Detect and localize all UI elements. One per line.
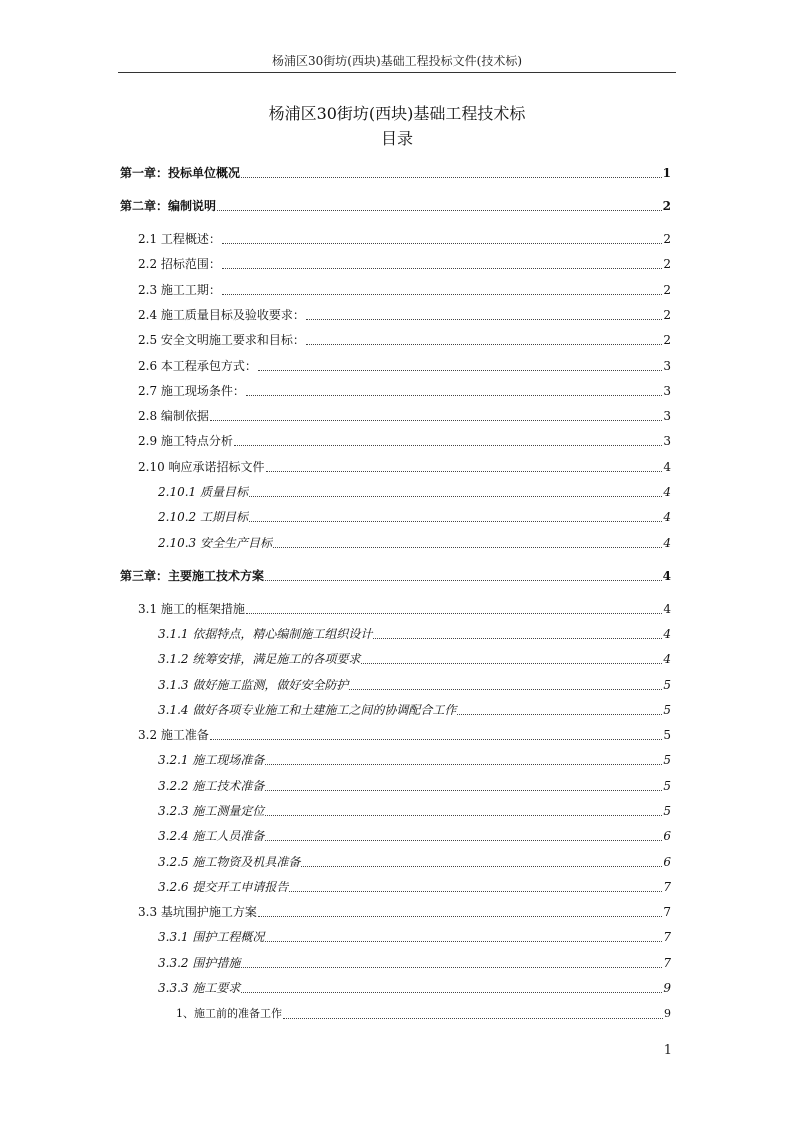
toc-entry-label: 3.3.3 施工要求 bbox=[158, 981, 241, 995]
toc-entry[interactable] bbox=[158, 677, 671, 693]
dot-leader bbox=[222, 293, 662, 295]
toc-entry-label: 3.1 施工的框架措施 bbox=[138, 602, 245, 616]
toc-heading: 目录 bbox=[380, 129, 413, 148]
toc-entry-page: 3 bbox=[663, 409, 671, 423]
toc-entry[interactable] bbox=[158, 752, 671, 768]
toc-entry-page: 2 bbox=[663, 232, 671, 246]
dot-leader bbox=[241, 176, 662, 178]
toc-entry-label: 2.5 安全文明施工要求和目标： bbox=[138, 333, 305, 347]
dot-leader bbox=[210, 419, 662, 421]
toc-entry-label: 3.2.2 施工技术准备 bbox=[158, 779, 265, 793]
toc-entry-page: 4 bbox=[663, 485, 671, 499]
toc-entry-page: 9 bbox=[663, 981, 671, 995]
toc-entry-page: 5 bbox=[663, 703, 671, 717]
dot-leader bbox=[265, 763, 662, 765]
toc-entry-page: 4 bbox=[663, 460, 671, 474]
toc-entry[interactable] bbox=[158, 651, 671, 667]
dot-leader bbox=[222, 267, 662, 269]
toc-entry-label: 第一章：投标单位概况 bbox=[120, 166, 241, 180]
toc-entry[interactable] bbox=[158, 879, 671, 895]
toc-entry-label: 3.1.1 依据特点，精心编制施工组织设计 bbox=[158, 627, 373, 641]
toc-entry-page: 6 bbox=[663, 855, 671, 869]
dot-leader bbox=[217, 209, 662, 211]
dot-leader bbox=[249, 495, 662, 497]
toc-entry[interactable] bbox=[120, 198, 671, 214]
dot-leader bbox=[210, 738, 662, 740]
toc-entry-page: 7 bbox=[663, 880, 671, 894]
dot-leader bbox=[249, 520, 662, 522]
toc-entry-label: 2.1 工程概述： bbox=[138, 232, 221, 246]
toc-entry-page: 2 bbox=[663, 333, 671, 347]
toc-entry-page: 1 bbox=[662, 166, 671, 180]
toc-entry-page: 7 bbox=[663, 930, 671, 944]
dot-leader bbox=[265, 579, 662, 581]
toc-entry-page: 2 bbox=[663, 257, 671, 271]
toc-entry-label: 3.3.2 围护措施 bbox=[158, 956, 241, 970]
toc-entry-label: 2.3 施工工期： bbox=[138, 283, 221, 297]
dot-leader bbox=[265, 940, 662, 942]
toc-entry-label: 2.7 施工现场条件： bbox=[138, 384, 245, 398]
page-number: 1 bbox=[663, 1043, 672, 1058]
toc-entry[interactable] bbox=[158, 702, 671, 718]
toc-entry-page: 5 bbox=[663, 753, 671, 767]
toc-entry[interactable] bbox=[138, 282, 671, 298]
toc-entry-label: 2.2 招标范围： bbox=[138, 257, 221, 271]
dot-leader bbox=[283, 1017, 663, 1019]
toc-entry[interactable] bbox=[158, 535, 671, 551]
dot-leader bbox=[289, 890, 662, 892]
toc-entry-page: 5 bbox=[663, 728, 671, 742]
toc-entry-label: 第三章：主要施工技术方案 bbox=[120, 569, 265, 583]
toc-entry[interactable] bbox=[158, 980, 671, 996]
toc-entry-page: 6 bbox=[663, 829, 671, 843]
toc-entry-page: 4 bbox=[663, 536, 671, 550]
toc-entry-page: 4 bbox=[663, 627, 671, 641]
toc-entry[interactable] bbox=[158, 626, 671, 642]
toc-entry[interactable] bbox=[158, 828, 671, 844]
toc-entry-label: 3.3 基坑围护施工方案 bbox=[138, 905, 257, 919]
dot-leader bbox=[273, 546, 662, 548]
toc-entry-label: 3.1.4 做好各项专业施工和土建施工之间的协调配合工作 bbox=[158, 703, 457, 717]
toc-entry[interactable] bbox=[158, 509, 671, 525]
toc-entry[interactable] bbox=[138, 459, 671, 475]
toc-entry-page: 4 bbox=[663, 652, 671, 666]
toc-entry-page: 3 bbox=[663, 434, 671, 448]
toc-entry[interactable] bbox=[158, 803, 671, 819]
toc-entry[interactable] bbox=[120, 568, 671, 584]
toc-entry[interactable] bbox=[138, 433, 671, 449]
toc-entry-page: 4 bbox=[663, 602, 671, 616]
dot-leader bbox=[349, 688, 662, 690]
toc-entry-page: 5 bbox=[663, 804, 671, 818]
header-text: 杨浦区30街坊(西块)基础工程投标文件(技术标) bbox=[272, 54, 522, 68]
toc-entry-label: 3.3.1 围护工程概况 bbox=[158, 930, 265, 944]
dot-leader bbox=[241, 966, 662, 968]
dot-leader bbox=[301, 865, 662, 867]
dot-leader bbox=[246, 612, 662, 614]
toc-entry-label: 2.4 施工质量目标及验收要求： bbox=[138, 308, 305, 322]
toc-entry[interactable] bbox=[138, 904, 671, 920]
toc-entry-label: 3.2.1 施工现场准备 bbox=[158, 753, 265, 767]
dot-leader bbox=[457, 713, 662, 715]
dot-leader bbox=[361, 662, 662, 664]
dot-leader bbox=[266, 470, 663, 472]
toc-entry[interactable] bbox=[138, 727, 671, 743]
toc-entry[interactable] bbox=[138, 307, 671, 323]
toc-entry-page: 2 bbox=[662, 199, 671, 213]
toc-entry-label: 2.8 编制依据 bbox=[138, 409, 209, 423]
toc-entry-page: 4 bbox=[663, 510, 671, 524]
dot-leader bbox=[265, 839, 662, 841]
dot-leader bbox=[306, 318, 662, 320]
dot-leader bbox=[246, 394, 662, 396]
toc-entry-page: 5 bbox=[663, 779, 671, 793]
toc-entry[interactable] bbox=[138, 383, 671, 399]
toc-entry[interactable] bbox=[138, 358, 671, 374]
toc-entry[interactable] bbox=[120, 165, 671, 181]
toc-entry-page: 7 bbox=[663, 905, 671, 919]
dot-leader bbox=[258, 369, 662, 371]
toc-entry[interactable] bbox=[158, 778, 671, 794]
toc-entry-label: 3.1.3 做好施工监测，做好安全防护 bbox=[158, 678, 349, 692]
toc-entry[interactable] bbox=[138, 408, 671, 424]
toc-entry-page: 3 bbox=[663, 384, 671, 398]
dot-leader bbox=[241, 991, 662, 993]
toc-entry-page: 7 bbox=[663, 956, 671, 970]
dot-leader bbox=[258, 915, 662, 917]
toc-entry[interactable] bbox=[158, 854, 671, 870]
toc-entry-page: 9 bbox=[664, 1007, 671, 1020]
toc-entry-label: 第二章：编制说明 bbox=[120, 199, 217, 213]
toc-entry-label: 3.2.5 施工物资及机具准备 bbox=[158, 855, 301, 869]
toc-entry[interactable] bbox=[138, 256, 671, 272]
toc-entry-label: 3.2.6 提交开工申请报告 bbox=[158, 880, 289, 894]
toc-entry[interactable] bbox=[158, 955, 671, 971]
document-title: 杨浦区30街坊(西块)基础工程技术标 bbox=[268, 104, 526, 123]
toc-entry-label: 2.10 响应承诺招标文件 bbox=[138, 460, 265, 474]
toc-entry[interactable] bbox=[158, 484, 671, 500]
dot-leader bbox=[306, 343, 662, 345]
toc-entry[interactable] bbox=[158, 929, 671, 945]
toc-entry[interactable] bbox=[138, 601, 671, 617]
dot-leader bbox=[222, 242, 662, 244]
toc-entry-label: 3.2.3 施工测量定位 bbox=[158, 804, 265, 818]
toc-entry-label: 2.10.1 质量目标 bbox=[158, 485, 248, 499]
toc-entry-label: 3.2.4 施工人员准备 bbox=[158, 829, 265, 843]
toc-entry-label: 2.6 本工程承包方式： bbox=[138, 359, 257, 373]
dot-leader bbox=[265, 814, 662, 816]
toc-entry-page: 2 bbox=[663, 283, 671, 297]
toc-entry-page: 2 bbox=[663, 308, 671, 322]
toc-entry-page: 5 bbox=[663, 678, 671, 692]
toc-entry-label: 2.10.3 安全生产目标 bbox=[158, 536, 272, 550]
toc-entry[interactable] bbox=[176, 1006, 671, 1022]
toc-entry-label: 3.2 施工准备 bbox=[138, 728, 209, 742]
toc-entry-label: 2.9 施工特点分析 bbox=[138, 434, 233, 448]
toc-entry-label: 2.10.2 工期目标 bbox=[158, 510, 248, 524]
toc-entry-page: 4 bbox=[662, 569, 671, 583]
toc-entry-page: 3 bbox=[663, 359, 671, 373]
dot-leader bbox=[265, 789, 662, 791]
toc-entry-label: 3.1.2 统筹安排，满足施工的各项要求 bbox=[158, 652, 361, 666]
toc-entry[interactable] bbox=[138, 231, 671, 247]
toc-entry-label: 1、施工前的准备工作 bbox=[176, 1007, 282, 1020]
dot-leader bbox=[234, 444, 662, 446]
dot-leader bbox=[373, 637, 662, 639]
toc-entry[interactable] bbox=[138, 332, 671, 348]
